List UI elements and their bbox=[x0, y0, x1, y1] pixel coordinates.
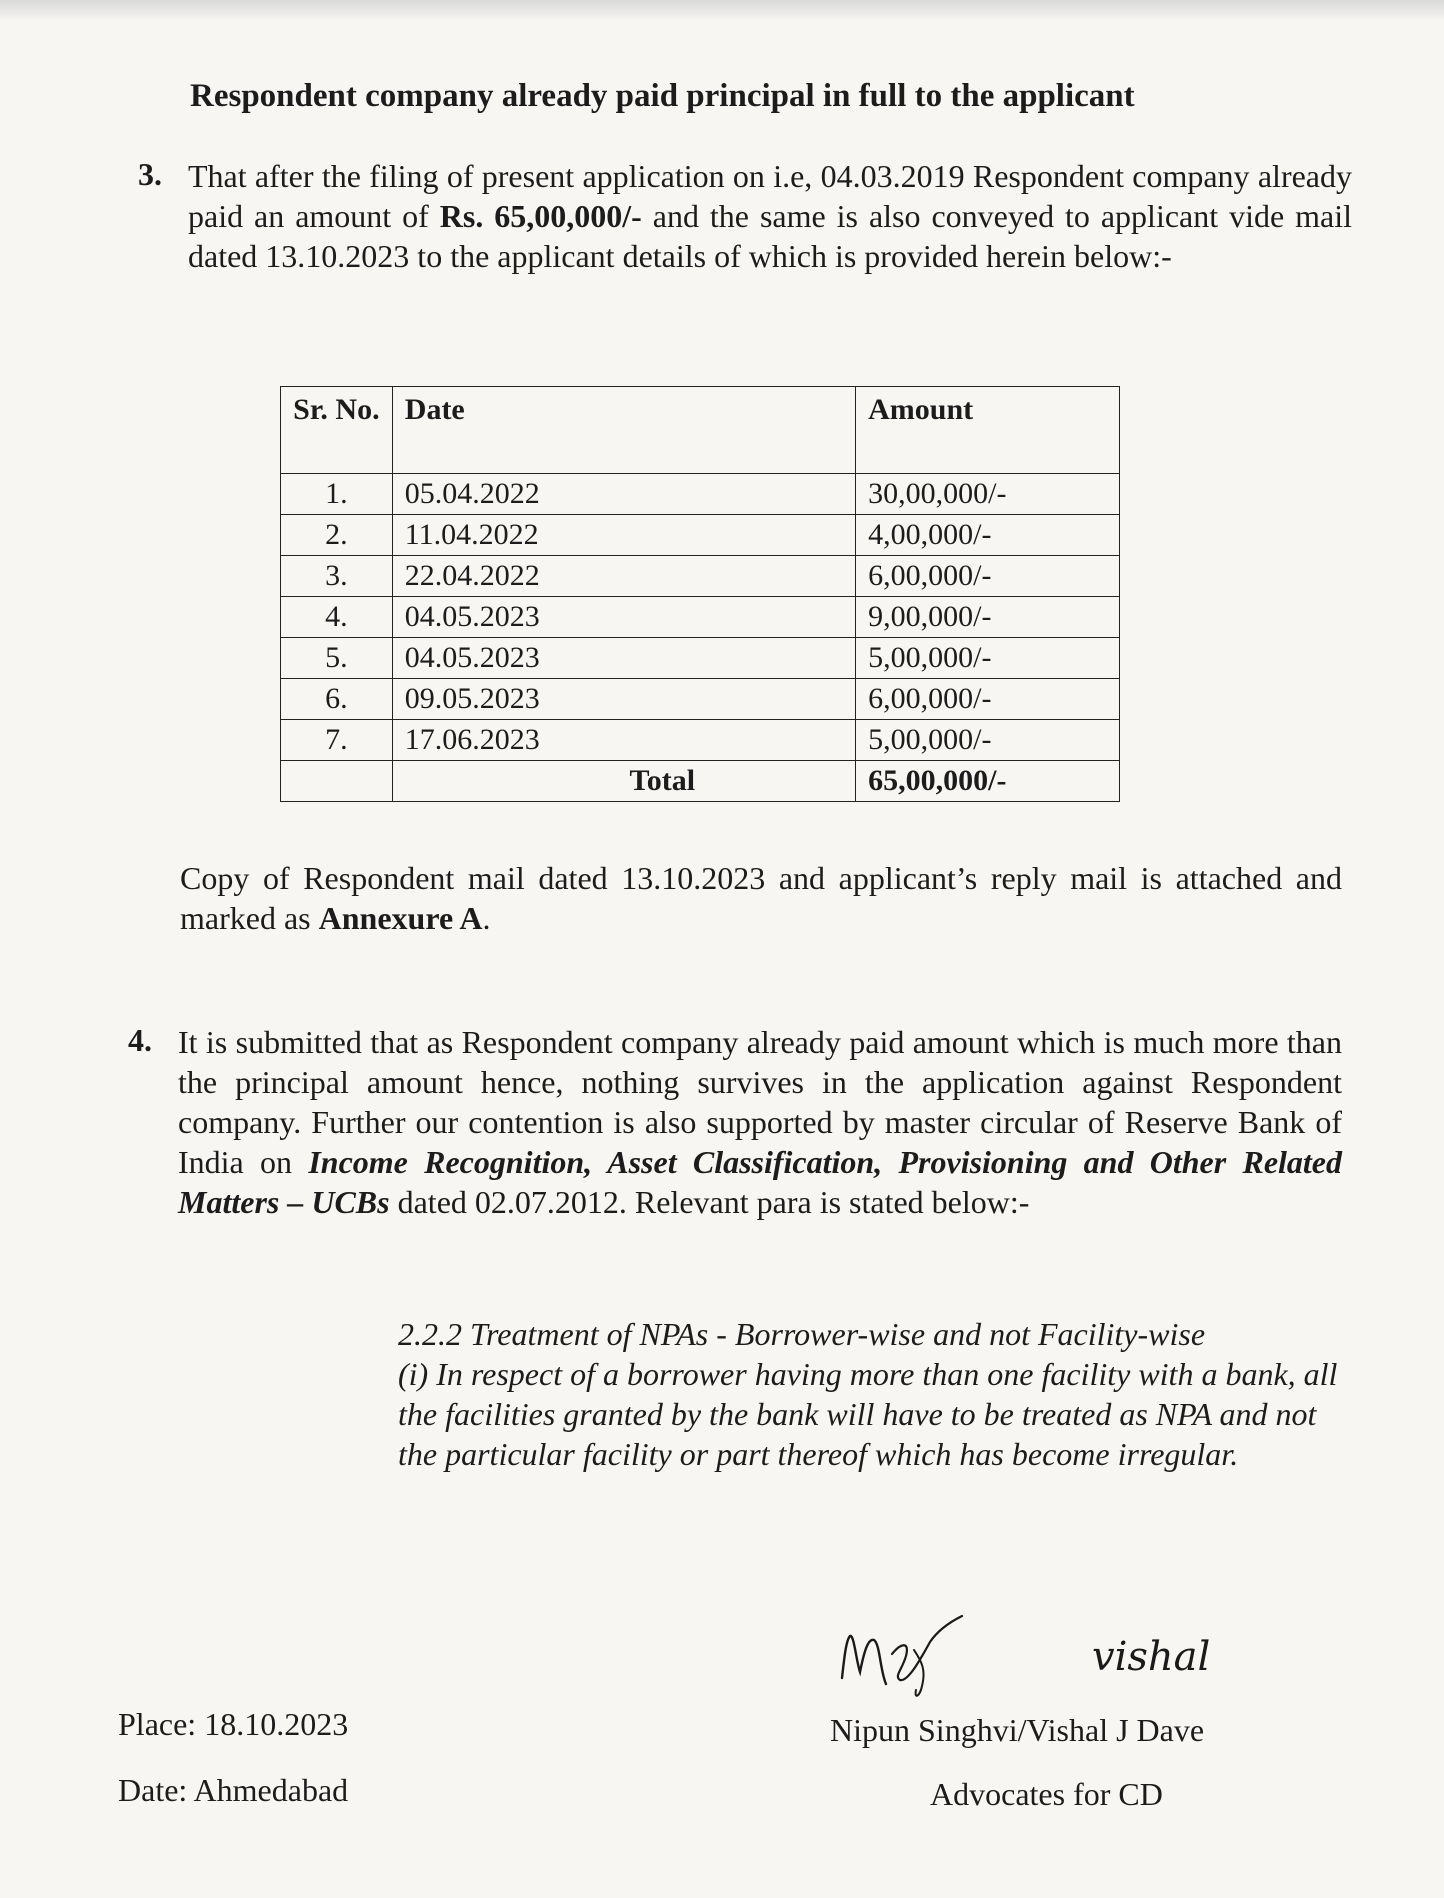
row-sr: 7. bbox=[281, 720, 393, 761]
handwritten-signature bbox=[830, 1600, 1280, 1710]
row-sr: 4. bbox=[281, 597, 393, 638]
paragraph-4-number: 4. bbox=[128, 1022, 152, 1058]
paragraph-4 bbox=[178, 1022, 1342, 1222]
table-row bbox=[281, 597, 1120, 638]
total-label: Total bbox=[392, 761, 855, 802]
total-amount: 65,00,000/- bbox=[856, 761, 1120, 802]
scan-shadow bbox=[0, 0, 1444, 22]
row-sr: 3. bbox=[281, 556, 393, 597]
row-date: 04.05.2023 bbox=[392, 638, 855, 679]
row-sr: 1. bbox=[281, 474, 393, 515]
table-total-row bbox=[281, 761, 1120, 802]
annexure-note-text-a: Copy of Respondent mail dated 13.10.2023 and applicant’s reply mail is attached and marked as bbox=[180, 860, 1342, 936]
table-row bbox=[281, 515, 1120, 556]
table-row bbox=[281, 638, 1120, 679]
row-amount: 9,00,000/- bbox=[856, 597, 1120, 638]
paragraph-3-text-a: That after the filing of present application on i.e, 04.03.2019 Respondent company already paid an amount of bbox=[188, 158, 1352, 234]
row-amount: 5,00,000/- bbox=[856, 720, 1120, 761]
row-sr: 6. bbox=[281, 679, 393, 720]
header-date: Date bbox=[392, 387, 855, 474]
payments-table bbox=[280, 386, 1120, 802]
quoted-circular-para bbox=[398, 1314, 1338, 1474]
quote-body: (i) In respect of a borrower having more than one facility with a bank, all the facilities granted by the bank will have to be treated as NPA and not the particular facility or part thereof which has become irregular. bbox=[398, 1356, 1338, 1472]
row-date: 17.06.2023 bbox=[392, 720, 855, 761]
date-line: Date: Ahmedabad bbox=[118, 1772, 349, 1808]
row-amount: 6,00,000/- bbox=[856, 556, 1120, 597]
annexure-note-text-b: . bbox=[482, 900, 491, 936]
paragraph-3-text-b: and the same is also conveyed to applicant vide mail dated 13.10.2023 to the applicant details of which is provided herein below:- bbox=[188, 198, 1353, 274]
header-sr-no: Sr. No. bbox=[281, 387, 393, 474]
place-line: Place: 18.10.2023 bbox=[118, 1706, 349, 1742]
header-amount: Amount bbox=[856, 387, 1120, 474]
row-amount: 6,00,000/- bbox=[856, 679, 1120, 720]
quote-heading: 2.2.2 Treatment of NPAs - Borrower-wise and not Facility-wise bbox=[398, 1316, 1206, 1352]
row-amount: 30,00,000/- bbox=[856, 474, 1120, 515]
signature-vishal: vishal bbox=[1092, 1634, 1211, 1680]
row-date: 09.05.2023 bbox=[392, 679, 855, 720]
row-date: 22.04.2022 bbox=[392, 556, 855, 597]
annexure-label: Annexure A bbox=[318, 900, 483, 936]
paragraph-3 bbox=[188, 156, 1352, 276]
row-date: 11.04.2022 bbox=[392, 515, 855, 556]
table-row bbox=[281, 556, 1120, 597]
table-row bbox=[281, 474, 1120, 515]
paragraph-3-amount: Rs. 65,00,000/- bbox=[439, 198, 642, 234]
row-date: 05.04.2022 bbox=[392, 474, 855, 515]
total-blank bbox=[281, 761, 393, 802]
row-sr: 2. bbox=[281, 515, 393, 556]
row-amount: 4,00,000/- bbox=[856, 515, 1120, 556]
paragraph-4-text-a: It is submitted that as Respondent company already paid amount which is much more than the principal amount hence, nothing survives in the application against Respondent company. Further our contention is also supported by master circular of Reserve Bank of India on bbox=[178, 1024, 1342, 1180]
row-sr: 5. bbox=[281, 638, 393, 679]
row-amount: 5,00,000/- bbox=[856, 638, 1120, 679]
table-row bbox=[281, 679, 1120, 720]
table-header-row bbox=[281, 387, 1120, 474]
table-row bbox=[281, 720, 1120, 761]
section-heading: Respondent company already paid principal in full to the applicant bbox=[190, 78, 1135, 114]
annexure-note bbox=[180, 858, 1342, 938]
paragraph-3-number: 3. bbox=[138, 156, 162, 192]
circular-title: Income Recognition, Asset Classification, Provisioning and Other Related Matters – UCBs bbox=[178, 1144, 1343, 1220]
advocate-names: Nipun Singhvi/Vishal J Dave bbox=[830, 1712, 1205, 1748]
row-date: 04.05.2023 bbox=[392, 597, 855, 638]
advocate-role: Advocates for CD bbox=[930, 1776, 1163, 1812]
paragraph-4-text-b: dated 02.07.2012. Relevant para is stated below:- bbox=[389, 1184, 1030, 1220]
